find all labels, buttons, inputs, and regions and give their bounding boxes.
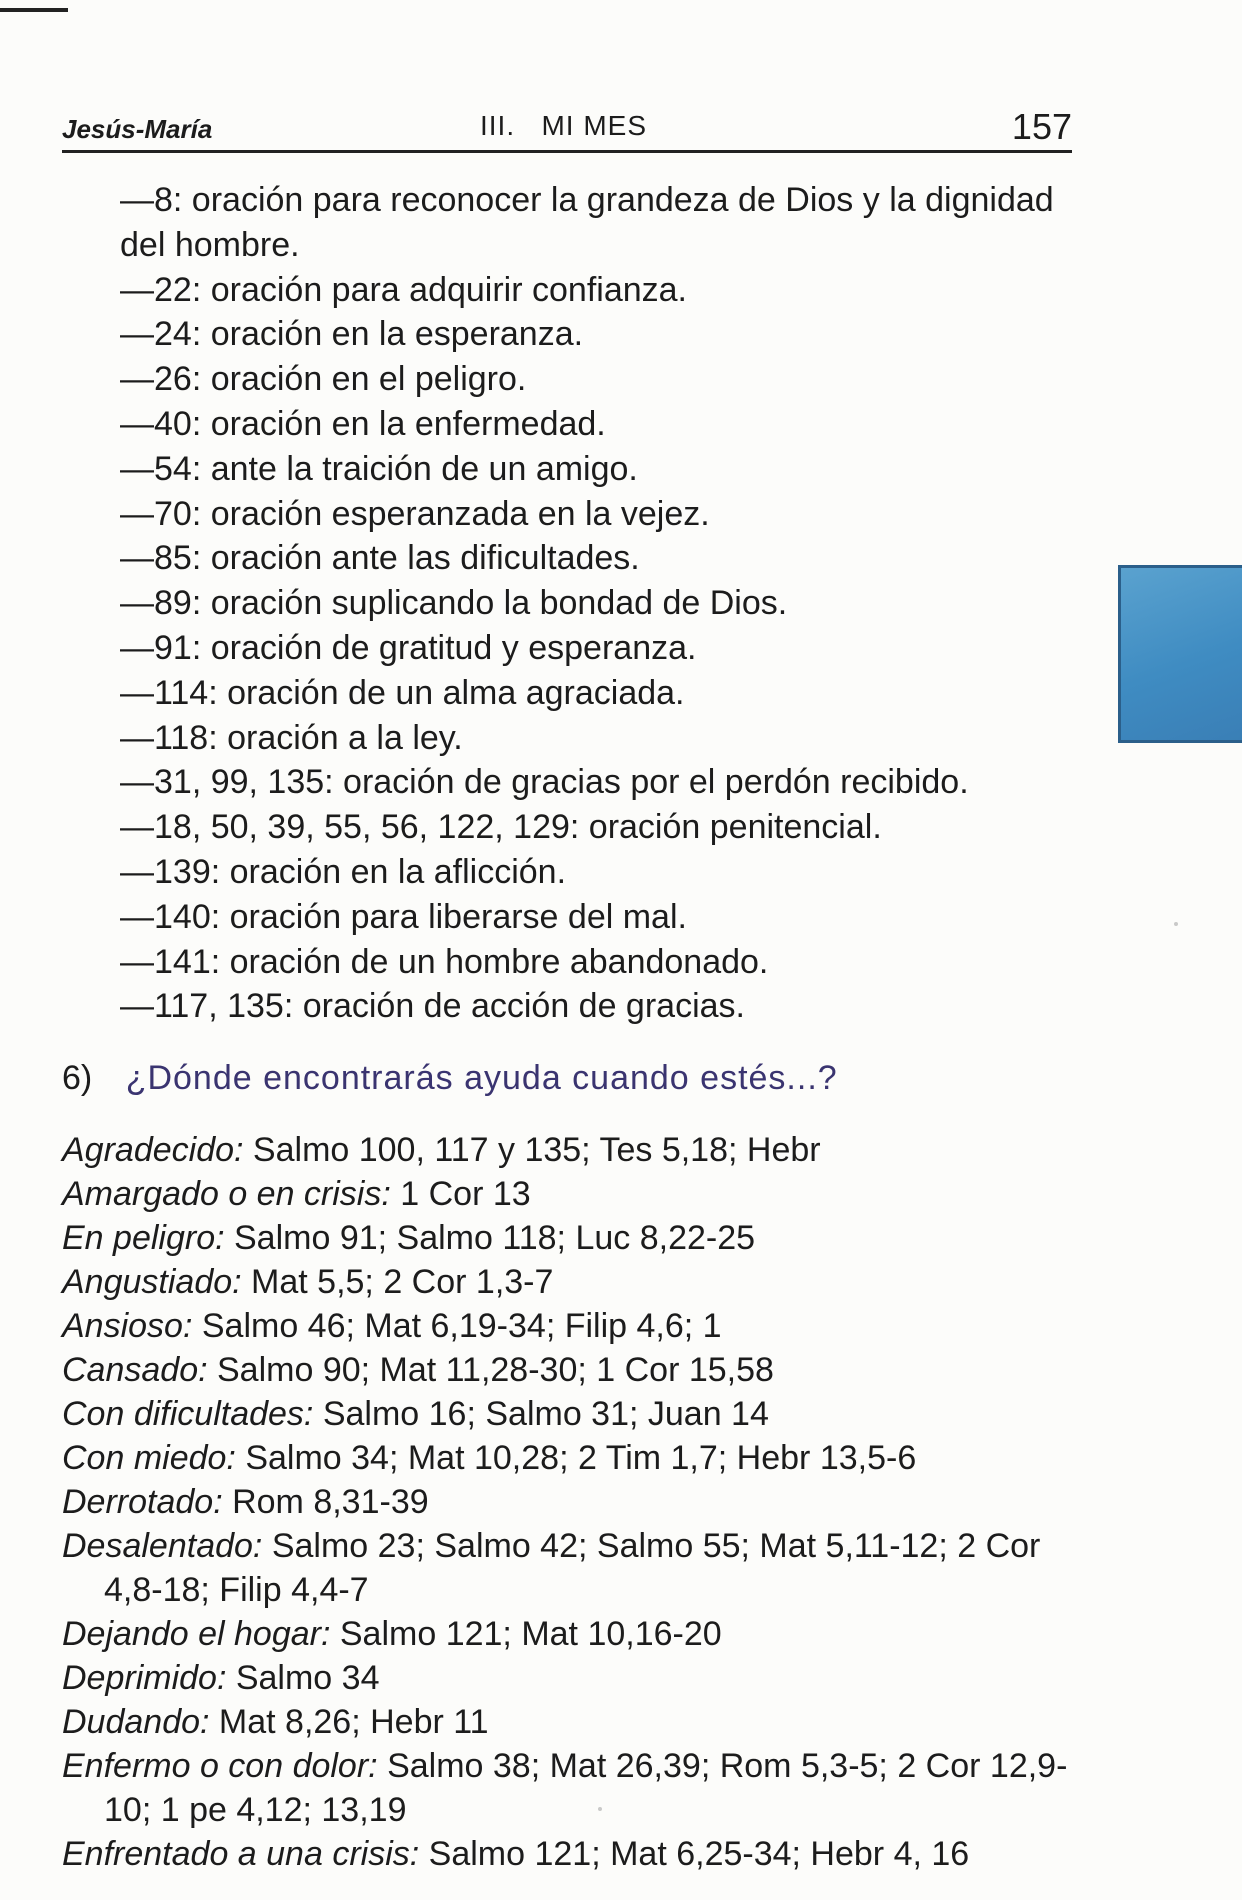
reference-label: Enfrentado a una crisis:	[62, 1835, 420, 1873]
reference-entry	[62, 1216, 1082, 1260]
scan-edge-mark	[0, 8, 68, 12]
running-head-chapter: III. MI MES	[480, 110, 648, 141]
list-item: —22: oración para adquirir confianza.	[120, 270, 687, 309]
reference-entry	[62, 1260, 1082, 1304]
page-number: 157	[1011, 106, 1072, 147]
list-item: —40: oración en la enfermedad.	[120, 404, 606, 443]
list-item: —85: oración ante las dificultades.	[120, 539, 640, 578]
reference-entry	[62, 1436, 1082, 1480]
reference-label: Dejando el hogar:	[62, 1615, 331, 1653]
help-references-list	[62, 1128, 1082, 1876]
reference-label: Agradecido:	[62, 1131, 244, 1169]
reference-entry	[62, 1392, 1082, 1436]
reference-label: Angustiado:	[62, 1263, 242, 1301]
reference-label: Dudando:	[62, 1703, 210, 1741]
reference-text: Salmo 90; Mat 11,28-30; 1 Cor 15,58	[217, 1351, 774, 1389]
reference-label: Ansioso:	[62, 1307, 193, 1345]
list-item: —139: oración en la aflicción.	[120, 852, 567, 891]
reference-entry	[62, 1656, 1082, 1700]
reference-entry	[62, 1744, 1082, 1832]
reference-text: Salmo 23; Salmo 42; Salmo 55; Mat 5,11-12; 2 Cor 4,8-18; Filip 4,4-7	[104, 1527, 1041, 1609]
reference-text: Salmo 16; Salmo 31; Juan 14	[322, 1395, 769, 1433]
list-item: —114: oración de un alma agraciada.	[120, 673, 685, 712]
reference-label: En peligro:	[62, 1219, 225, 1257]
list-item: —141: oración de un hombre abandonado.	[120, 942, 769, 981]
reference-text: Salmo 91; Salmo 118; Luc 8,22-25	[234, 1219, 756, 1257]
list-item: —70: oración esperanzada en la vejez.	[120, 494, 710, 533]
reference-label: Amargado o en crisis:	[62, 1175, 391, 1213]
reference-entry	[62, 1304, 1082, 1348]
running-head-left: Jesús-María	[62, 114, 213, 144]
list-item: —54: ante la traición de un amigo.	[120, 449, 638, 488]
reference-entry	[62, 1612, 1082, 1656]
section-number: 6)	[62, 1059, 93, 1097]
scan-speck	[1174, 922, 1178, 926]
page-header	[62, 108, 1072, 153]
reference-entry	[62, 1524, 1082, 1612]
reference-text: Salmo 121; Mat 6,25-34; Hebr 4, 16	[428, 1835, 970, 1873]
list-item: —140: oración para liberarse del mal.	[120, 897, 687, 936]
reference-entry	[62, 1700, 1082, 1744]
list-item: —117, 135: oración de acción de gracias.	[120, 987, 745, 1026]
reference-text: Salmo 121; Mat 10,16-20	[339, 1615, 722, 1653]
list-item: —18, 50, 39, 55, 56, 122, 129: oración penitencial.	[120, 808, 882, 847]
reference-label: Desalentado:	[62, 1527, 263, 1565]
list-item: —91: oración de gratitud y esperanza.	[120, 628, 697, 667]
list-item: —31, 99, 135: oración de gracias por el perdón recibido.	[120, 763, 969, 802]
blue-thumb-tab	[1118, 565, 1242, 743]
reference-label: Con miedo:	[62, 1439, 236, 1477]
section-title: ¿Dónde encontrarás ayuda cuando estés...?	[125, 1059, 838, 1097]
reference-text: 1 Cor 13	[400, 1175, 531, 1213]
reference-entry	[62, 1832, 1082, 1876]
reference-entry	[62, 1480, 1082, 1524]
reference-label: Derrotado:	[62, 1483, 223, 1521]
reference-label: Cansado:	[62, 1351, 208, 1389]
list-item: —26: oración en el peligro.	[120, 360, 527, 399]
reference-text: Salmo 34; Mat 10,28; 2 Tim 1,7; Hebr 13,5-6	[245, 1439, 917, 1477]
reference-text: Mat 5,5; 2 Cor 1,3-7	[251, 1263, 554, 1301]
reference-text: Mat 8,26; Hebr 11	[218, 1703, 489, 1741]
reference-text: Salmo 100, 117 y 135; Tes 5,18; Hebr	[252, 1131, 821, 1169]
reference-entry	[62, 1348, 1082, 1392]
reference-label: Con dificultades:	[62, 1395, 314, 1433]
reference-text: Salmo 38; Mat 26,39; Rom 5,3-5; 2 Cor 12,9-10; 1 pe 4,12; 13,19	[104, 1747, 1068, 1829]
psalm-prayer-list	[62, 178, 1082, 1029]
list-item: —89: oración suplicando la bondad de Dios.	[120, 584, 788, 623]
list-item: —24: oración en la esperanza.	[120, 315, 584, 354]
reference-text: Salmo 34	[235, 1659, 380, 1697]
scan-speck	[598, 1807, 602, 1811]
reference-entry	[62, 1172, 1082, 1216]
reference-label: Enfermo o con dolor:	[62, 1747, 378, 1785]
reference-entry	[62, 1128, 1082, 1172]
reference-text: Salmo 46; Mat 6,19-34; Filip 4,6; 1	[201, 1307, 722, 1345]
reference-label: Deprimido:	[62, 1659, 227, 1697]
list-item: —8: oración para reconocer la grandeza de Dios y la dignidad del hombre.	[120, 181, 1054, 264]
section-heading	[62, 1059, 838, 1098]
list-item: —118: oración a la ley.	[120, 718, 463, 757]
reference-text: Rom 8,31-39	[232, 1483, 429, 1521]
